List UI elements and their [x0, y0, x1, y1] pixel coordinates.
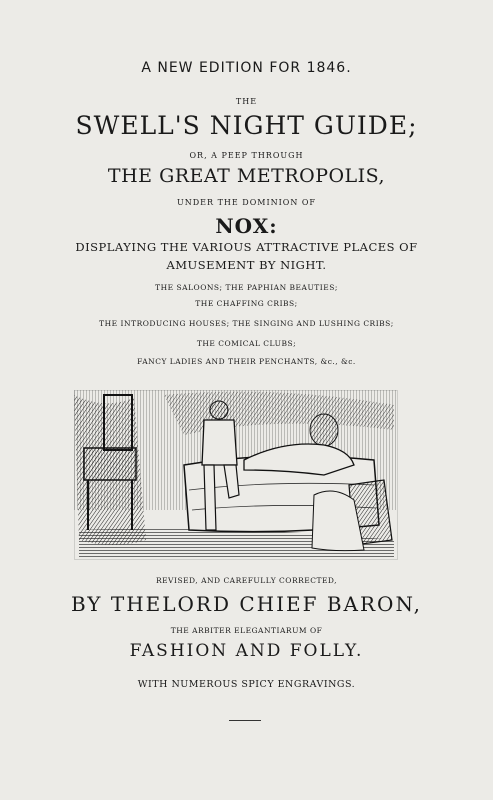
subtitle: THE GREAT METROPOLIS, — [107, 165, 386, 187]
fashion-line: FASHION AND FOLLY. — [129, 641, 364, 661]
engravings-line: WITH NUMEROUS SPICY ENGRAVINGS. — [137, 679, 356, 690]
displaying-line-2: AMUSEMENT BY NIGHT. — [166, 258, 327, 272]
revised-line: REVISED, AND CAREFULLY CORRECTED, — [155, 576, 338, 585]
contents-line: THE CHAFFING CRIBS; — [195, 299, 298, 308]
bedroom-engraving — [74, 390, 398, 560]
closing-rule — [229, 720, 261, 721]
contents-line: THE COMICAL CLUBS; — [196, 339, 297, 348]
displaying-line-1: DISPLAYING THE VARIOUS ATTRACTIVE PLACES OF — [75, 240, 418, 254]
arbiter-line: THE ARBITER ELEGANTIARUM OF — [170, 626, 323, 635]
contents-line: THE SALOONS; THE PAPHIAN BEAUTIES; — [155, 283, 338, 292]
nox-line: NOX: — [215, 214, 278, 238]
author-line: BY THELORD CHIEF BARON, — [70, 592, 423, 616]
contents-line: THE INTRODUCING HOUSES; THE SINGING AND LUSHING CRIBS; — [99, 319, 394, 328]
or-line: OR, A PEEP THROUGH — [189, 151, 304, 160]
dominion-line: UNDER THE DOMINION OF — [177, 198, 316, 207]
contents-line: FANCY LADIES AND THEIR PENCHANTS, &c., &c. — [137, 357, 356, 366]
the-line: THE — [235, 97, 258, 106]
main-title: SWELL'S NIGHT GUIDE; — [75, 111, 418, 140]
edition-line: A NEW EDITION FOR 1846. — [141, 60, 352, 76]
